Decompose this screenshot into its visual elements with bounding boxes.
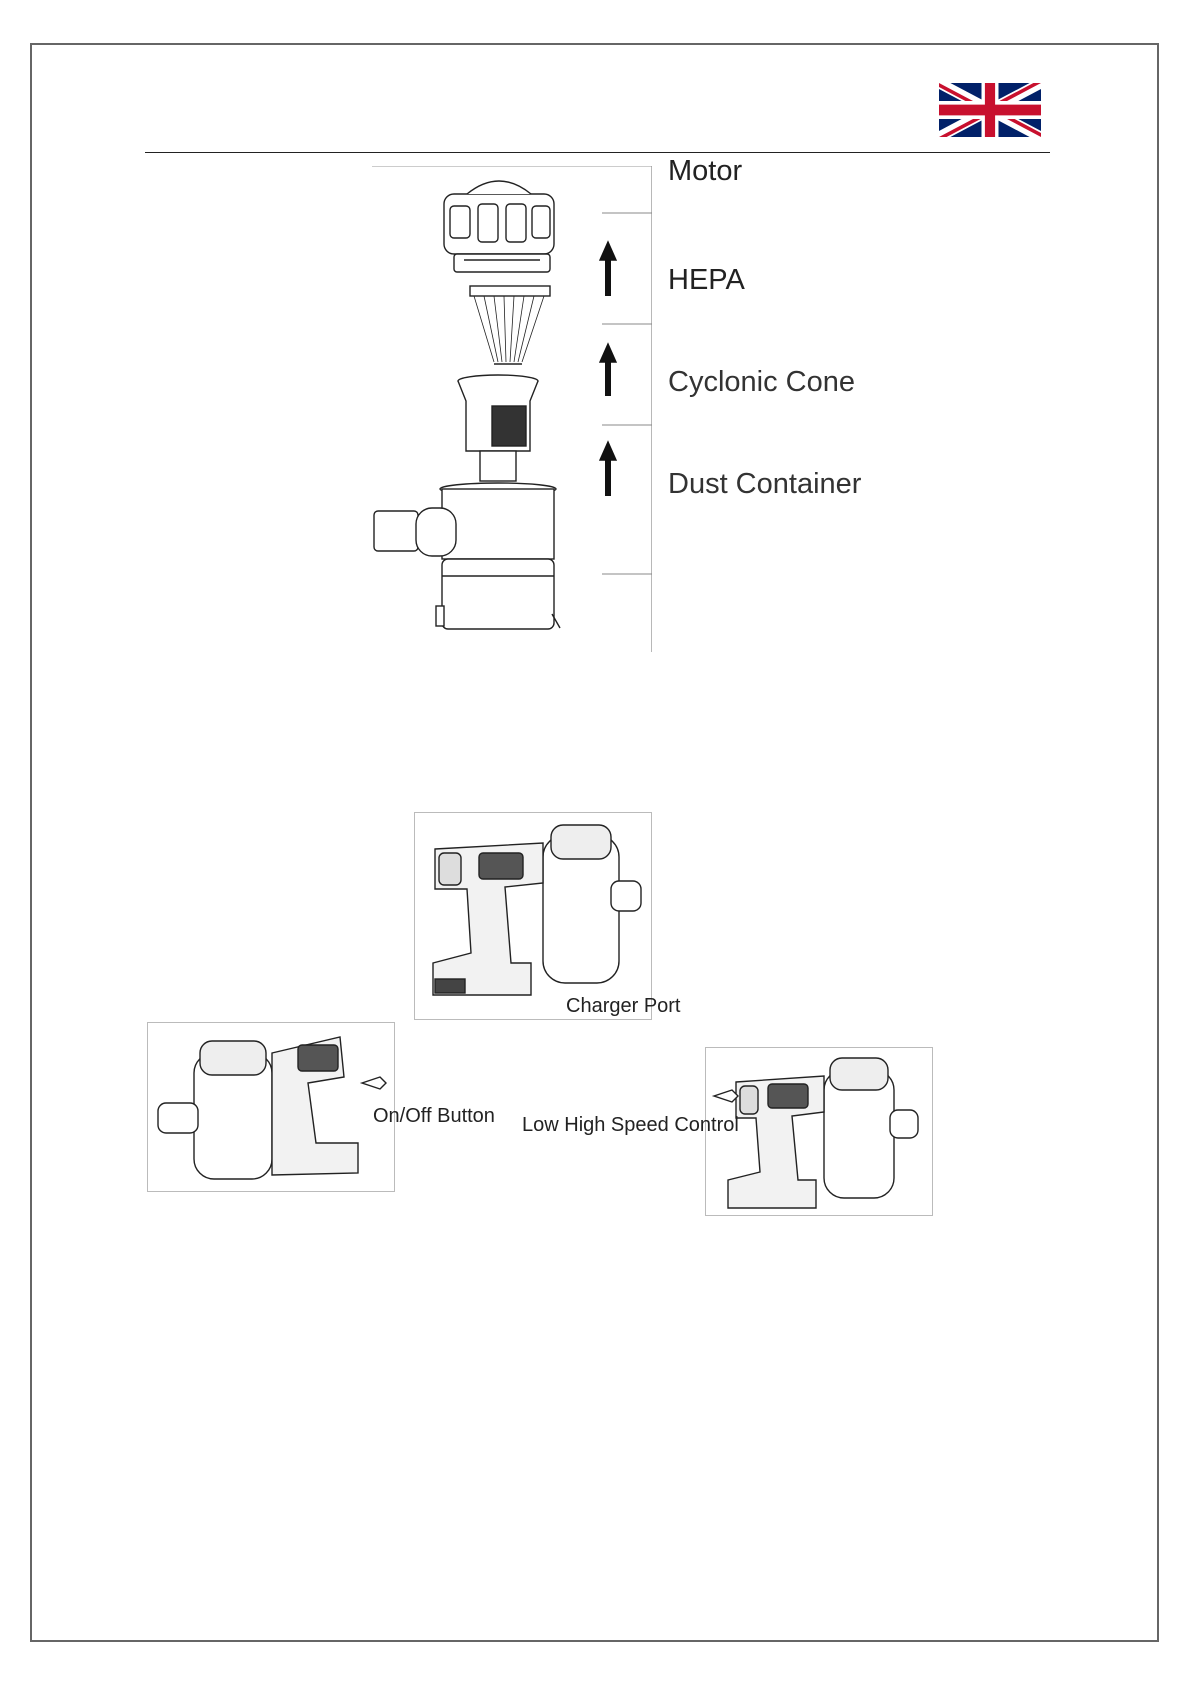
label-motor: Motor [668,155,743,187]
label-charger-port: Charger Port [566,995,681,1017]
label-cyclonic-cone: Cyclonic Cone [668,366,855,398]
speed-control-illustration [705,1047,933,1216]
charger-port-illustration [414,812,652,1020]
dust-container-part [374,483,560,629]
label-speed-control: Low High Speed Control [522,1114,739,1136]
assembly-arrows [600,242,616,496]
cyclonic-cone-part [458,375,538,481]
on-off-button-illustration [147,1022,395,1192]
motor-part [444,181,554,272]
exploded-view-diagram [372,166,652,652]
label-dust-container: Dust Container [668,468,862,500]
label-on-off-button: On/Off Button [373,1105,495,1127]
hepa-part [470,286,550,364]
header-divider [145,152,1050,153]
label-hepa: HEPA [668,264,745,296]
uk-flag-icon [939,83,1041,137]
